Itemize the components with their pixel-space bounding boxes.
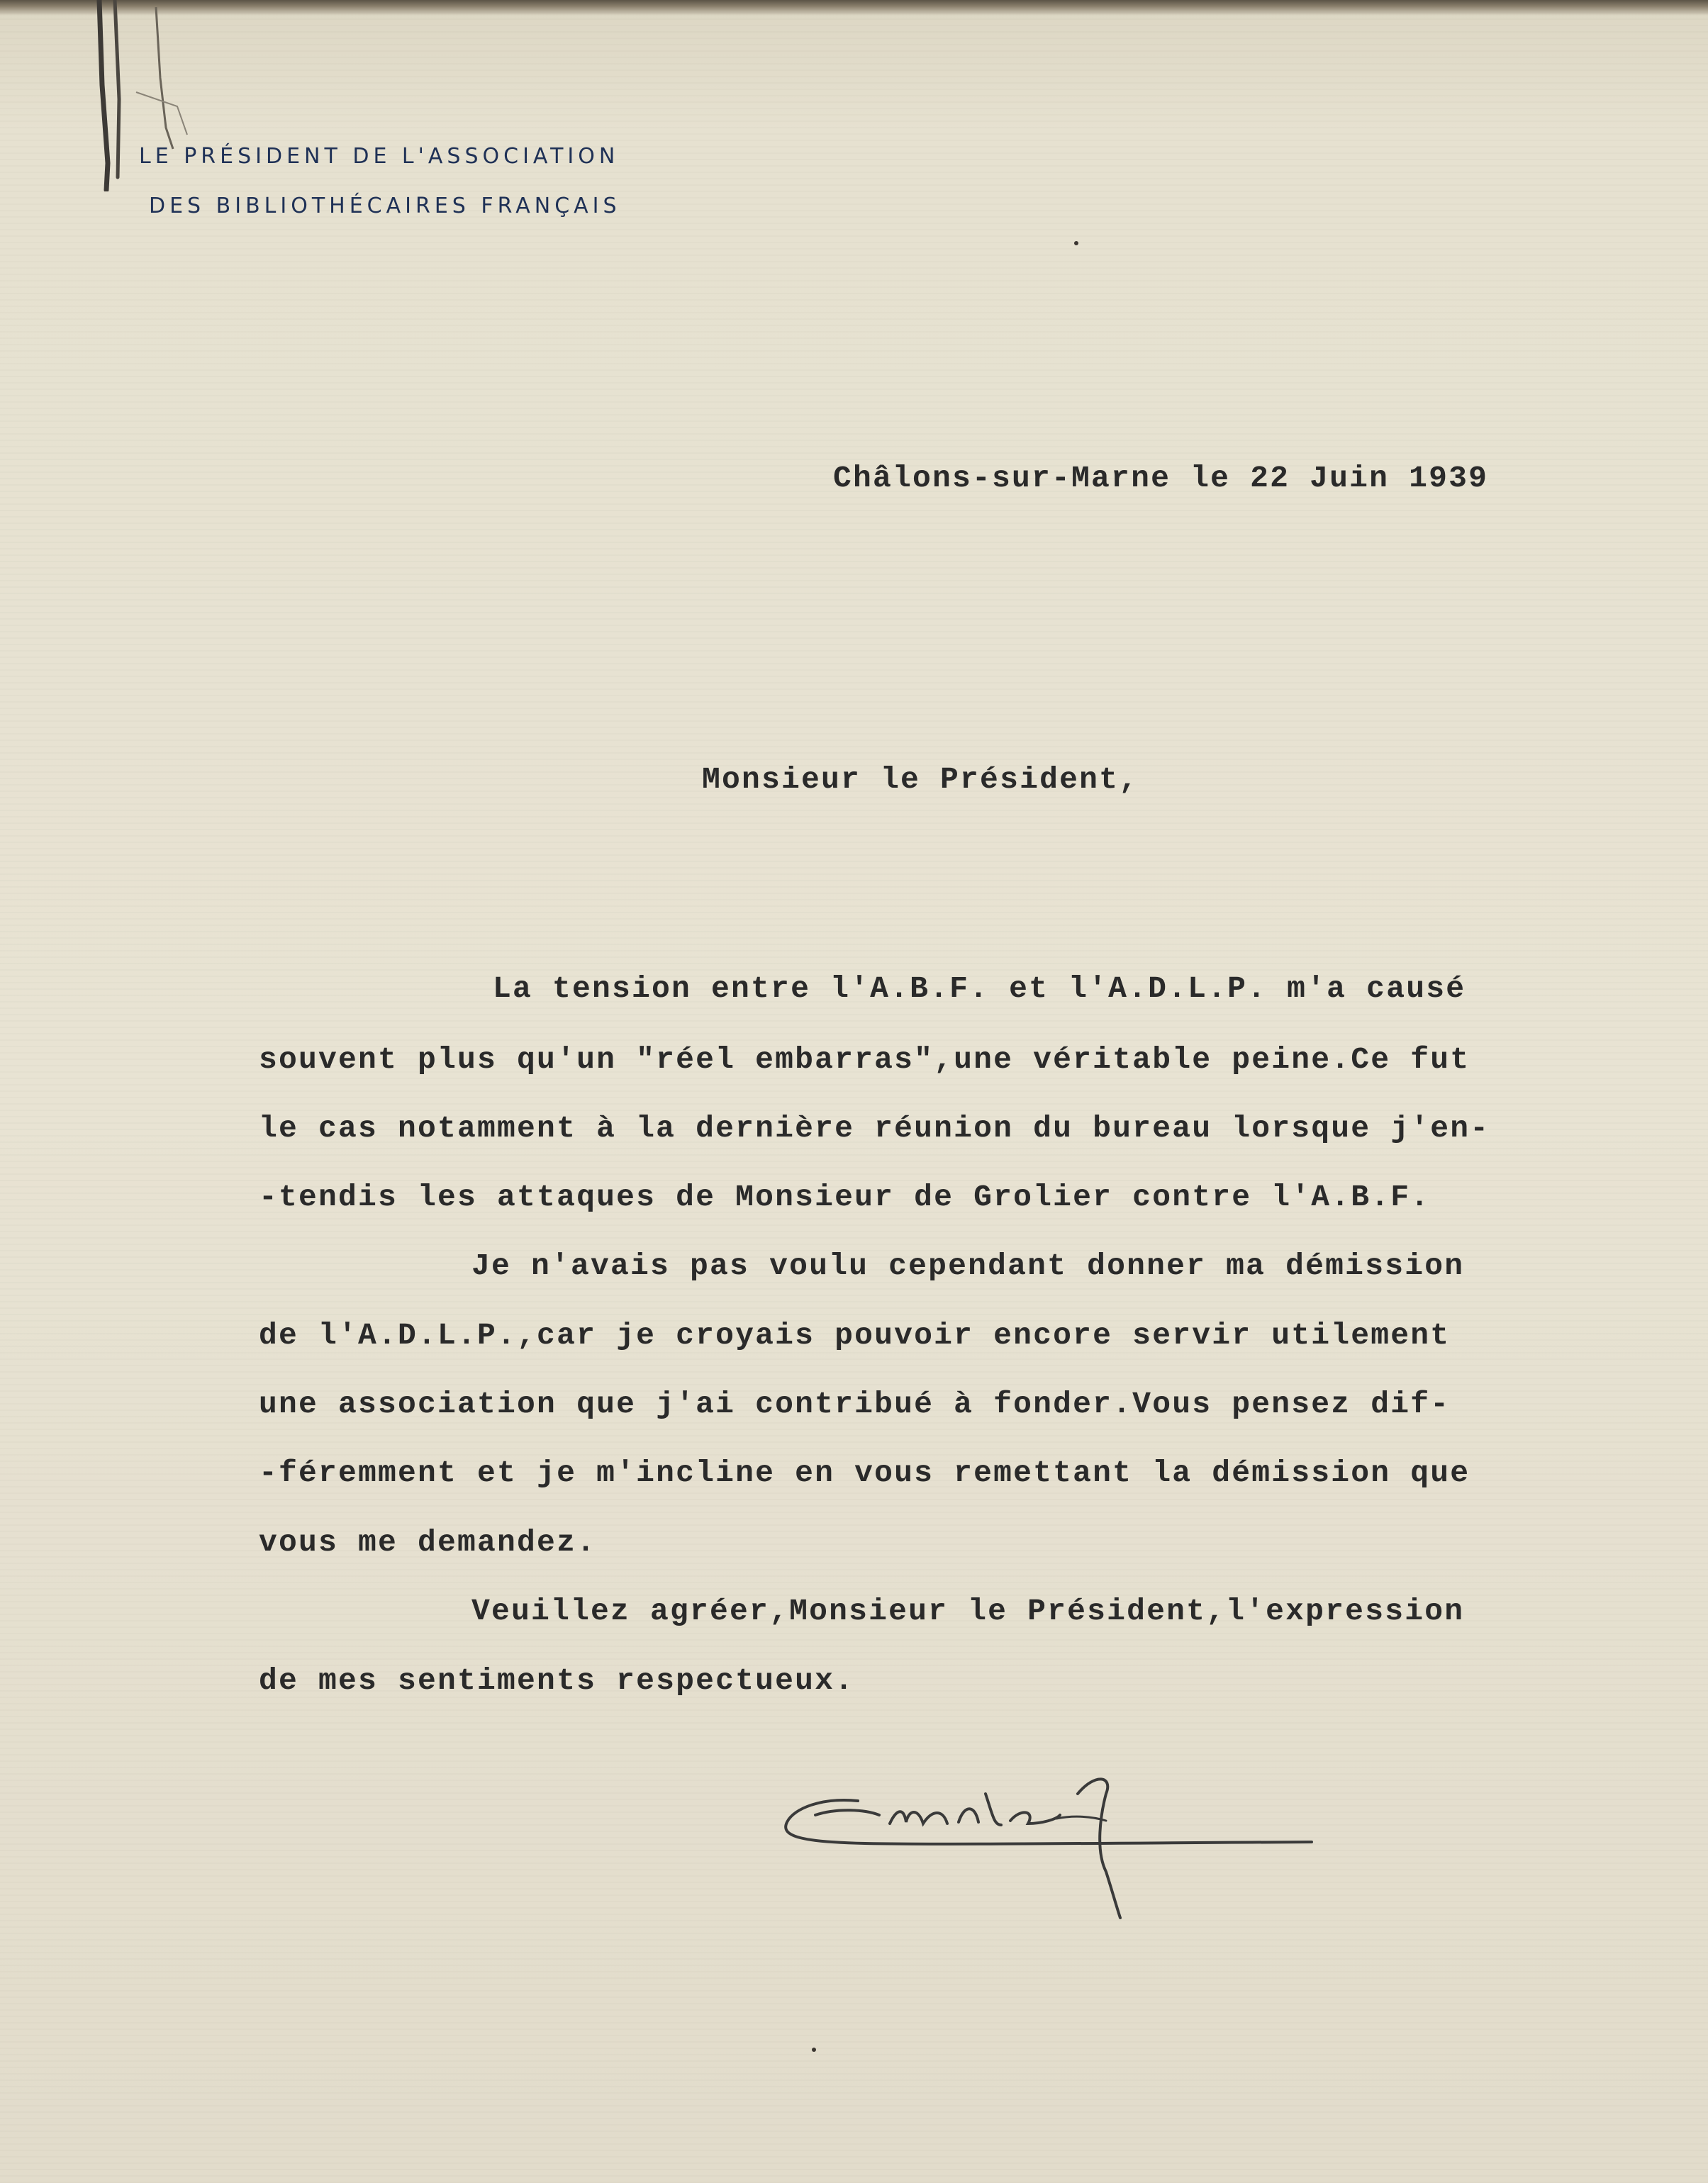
paper-top-edge <box>0 0 1708 16</box>
letterhead-line-2: DES BIBLIOTHÉCAIRES FRANÇAIS <box>149 194 621 218</box>
body-line-5: Je n'avais pas voulu cependant donner ma démission <box>471 1249 1465 1283</box>
body-line-7: une association que j'ai contribué à fonder.Vous pensez dif- <box>259 1387 1451 1422</box>
body-line-10: Veuillez agréer,Monsieur le Président,l'expression <box>471 1594 1465 1629</box>
paper-speck <box>812 2048 816 2052</box>
body-line-8: -féremment et je m'incline en vous remettant la démission que <box>259 1456 1470 1490</box>
date-line: Châlons-sur-Marne le 22 Juin 1939 <box>833 461 1489 496</box>
body-line-1: La tension entre l'A.B.F. et l'A.D.L.P. m'a causé <box>493 971 1466 1006</box>
paper-speck <box>1074 241 1078 245</box>
body-line-9: vous me demandez. <box>259 1525 597 1560</box>
body-line-4: -tendis les attaques de Monsieur de Grolier contre l'A.B.F. <box>259 1180 1431 1215</box>
letterhead-line-1: LE PRÉSIDENT DE L'ASSOCIATION <box>139 144 620 169</box>
handwritten-signature <box>773 1765 1326 1928</box>
body-line-2: souvent plus qu'un "réel embarras",une véritable peine.Ce fut <box>259 1042 1470 1077</box>
body-line-11: de mes sentiments respectueux. <box>259 1663 855 1698</box>
salutation: Monsieur le Président, <box>702 762 1139 797</box>
body-line-3: le cas notamment à la dernière réunion du bureau lorsque j'en- <box>259 1111 1490 1146</box>
body-line-6: de l'A.D.L.P.,car je croyais pouvoir encore servir utilement <box>259 1318 1451 1353</box>
